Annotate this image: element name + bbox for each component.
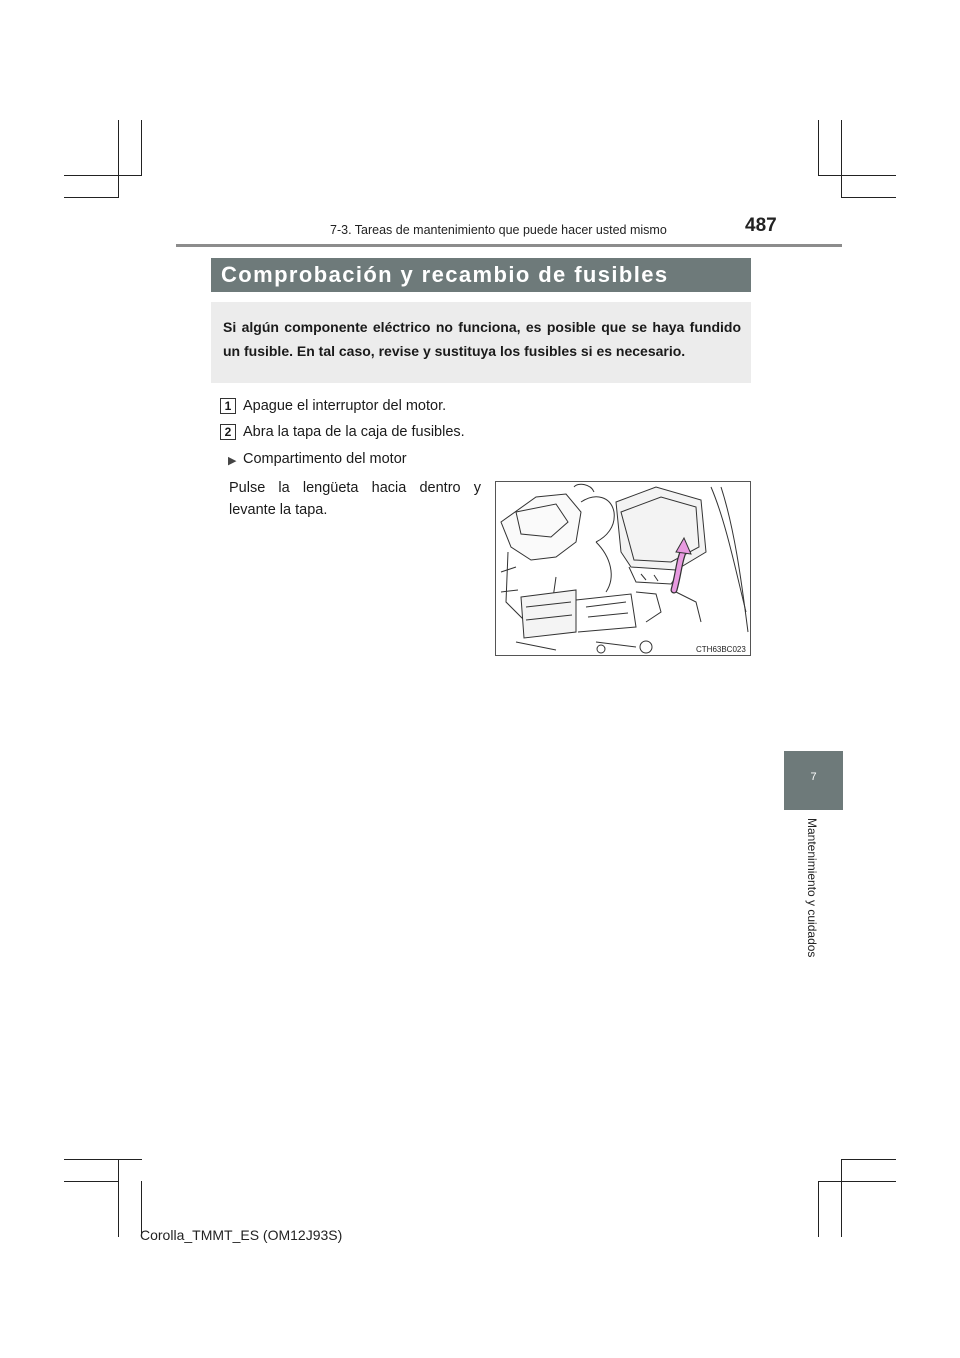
intro-box [211, 302, 751, 383]
header-rule [176, 244, 842, 247]
chapter-number: 7 [810, 771, 817, 783]
bullet-arrow-icon: ▶ [228, 455, 237, 467]
figure-code: CTH63BC023 [696, 645, 746, 654]
step-text-1: Apague el interruptor del motor. [243, 398, 447, 414]
instruction-text: Pulse la lengüeta hacia dentro y levante la tapa. [229, 480, 481, 518]
engine-compartment-illustration [495, 481, 751, 656]
page-number: 487 [745, 215, 777, 236]
bullet-text: Compartimento del motor [243, 451, 407, 467]
page-title: Comprobación y recambio de fusibles [211, 258, 751, 292]
section-header: 7-3. Tareas de mantenimiento que puede hacer usted mismo [330, 223, 667, 237]
engine-drawing [496, 482, 750, 655]
step-number-1: 1 [220, 398, 236, 414]
footer-text: Corolla_TMMT_ES (OM12J93S) [140, 1227, 343, 1243]
chapter-label: Mantenimiento y cuidados [805, 818, 819, 958]
step-number-2: 2 [220, 424, 236, 440]
step-text-2: Abra la tapa de la caja de fusibles. [243, 424, 465, 440]
intro-text: Si algún componente eléctrico no funciona, es posible que se haya fundido un fusible. En tal caso, revise y sustituya los fusibles si es necesario. [223, 319, 741, 359]
